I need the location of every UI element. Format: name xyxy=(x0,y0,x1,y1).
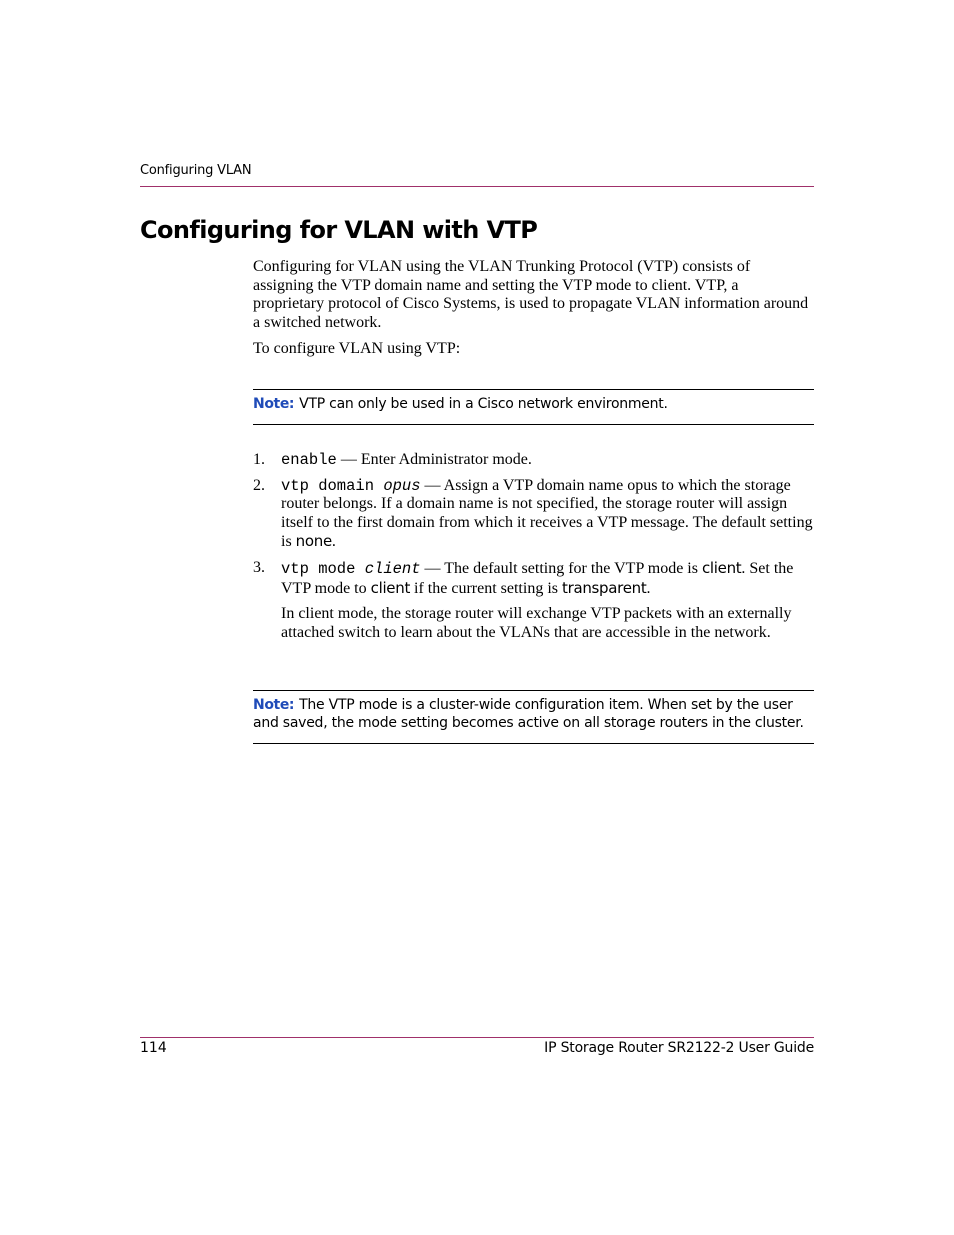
step-item-1 xyxy=(253,451,813,470)
note-box-2 xyxy=(253,690,814,744)
step-description: — Enter Administrator mode. xyxy=(336,451,532,468)
command-enable: enable xyxy=(281,451,337,469)
keyword-client: client xyxy=(701,558,742,577)
intro-paragraph xyxy=(253,258,813,332)
step-tail: . xyxy=(646,579,651,597)
step-item-3 xyxy=(253,559,813,642)
step-paragraph: In client mode, the storage router will exchange VTP packets with an externally attached switch to learn about the VLANs that are accessible in the network. xyxy=(281,605,792,641)
step-number: 3. xyxy=(253,558,265,576)
step-tail: . xyxy=(331,533,336,551)
command-argument: opus xyxy=(383,476,421,495)
note-text: VTP can only be used in a Cisco network environment. xyxy=(299,396,668,412)
command-vtp-mode: vtp mode xyxy=(281,559,365,578)
keyword-client: client xyxy=(370,578,411,597)
keyword-none: none xyxy=(295,532,332,551)
header-rule xyxy=(140,186,814,187)
note-text: The VTP mode is a cluster-wide configuration item. When set by the user and saved, the mode setting becomes active on all storage routers in the cluster. xyxy=(253,697,804,731)
page-title: Configuring for VLAN with VTP xyxy=(140,216,538,244)
lead-in-text: To configure VLAN using VTP: xyxy=(253,340,461,357)
note-label: Note: xyxy=(253,396,295,412)
page-number: 114 xyxy=(140,1040,167,1056)
step-number: 2. xyxy=(253,476,265,494)
step-description: — The default setting for the VTP mode is xyxy=(420,559,702,577)
note-box-1 xyxy=(253,389,814,425)
running-head: Configuring VLAN xyxy=(140,163,252,178)
lead-in-paragraph xyxy=(253,340,813,359)
step-item-2 xyxy=(253,477,813,552)
step-number: 1. xyxy=(253,451,265,468)
document-title: IP Storage Router SR2122-2 User Guide xyxy=(544,1040,814,1056)
step-text-mid: . Set the VTP mode to xyxy=(281,559,794,597)
note-label: Note: xyxy=(253,697,295,713)
footer-rule xyxy=(140,1037,814,1038)
steps-list xyxy=(253,451,813,649)
intro-text: Configuring for VLAN using the VLAN Trunking Protocol (VTP) consists of assigning the VTP domain name and setting the VTP mode to client. VTP, a proprietary protocol of Cisco Systems, is used to propagate VLAN information around a switched network. xyxy=(253,258,809,331)
step-description: — Assign a VTP domain name opus to which the storage router belongs. If a domain name is not specified, the storage router will assign itself to the first domain from which it receives a VTP message. The default setting is xyxy=(281,476,813,551)
keyword-transparent: transparent xyxy=(562,578,647,597)
step-text-mid: if the current setting is xyxy=(410,579,562,597)
command-argument: client xyxy=(364,559,421,578)
command-vtp-domain: vtp domain xyxy=(281,476,384,495)
